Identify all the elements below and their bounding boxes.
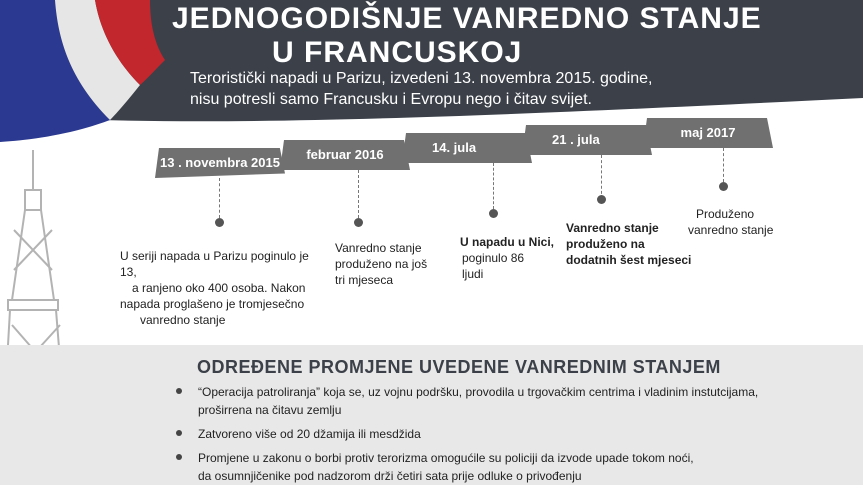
timeline-connector-1 [219, 178, 220, 218]
timeline-dot-1 [215, 218, 224, 227]
bullet-dot-icon [176, 454, 182, 460]
timeline-date-1: 13 . novembra 2015 [160, 155, 280, 170]
timeline-desc-3: U napadu u Nici, poginulo 86 ljudi [460, 235, 555, 281]
timeline-desc-2: Vanredno stanje produženo na još tri mjeseca [335, 241, 428, 287]
timeline-desc-1: U seriji napada u Parizu poginulo je 13, a ranjeno oko 400 osoba. Nakon napada proglašeno je tromjesečno vanredno stanje [120, 249, 309, 327]
french-flag-icon [0, 0, 180, 170]
timeline-dot-3 [489, 209, 498, 218]
changes-title: ODREĐENE PROMJENE UVEDENE VANREDNIM STANJEM [197, 357, 721, 377]
change-item-1: “Operacija patroliranja” koja se, uz vojnu podršku, provodila u trgovačkim centrima i vladinim instutcijama, proširrena na čitavu zemlju [198, 383, 758, 419]
timeline-date-5: maj 2017 [680, 125, 736, 140]
timeline-dot-4 [597, 195, 606, 204]
timeline-desc-5: Produženo vanredno stanje [688, 207, 774, 237]
change-item-3: Promjene u zakonu o borbi protiv terorizma omogućile su policiji da izvode upade tokom noći, da osumnjičenike pod nadzorom drži četiri sata prije odluke o privođenju [198, 449, 694, 485]
timeline-tag-2 [280, 140, 410, 170]
timeline-tag-5 [643, 118, 773, 148]
timeline-tag-3 [402, 133, 532, 163]
title-line-1: JEDNOGODIŠNJE VANREDNO STANJE [172, 2, 762, 35]
subtitle-line-2: nisu potresli samo Francusku i Evropu nego i čitav svijet. [190, 91, 592, 108]
timeline-dot-5 [719, 182, 728, 191]
timeline-connector-3 [493, 163, 494, 209]
timeline-connector-5 [723, 148, 724, 182]
title-line-2: U FRANCUSKOJ [272, 36, 523, 69]
timeline-desc-4: Vanredno stanje produženo na dodatnih šest mjeseci [566, 221, 692, 267]
timeline-connector-4 [601, 155, 602, 199]
timeline-tag-4 [522, 125, 652, 155]
change-item-2: Zatvoreno više od 20 džamija ili mesdžida [198, 425, 421, 443]
timeline-connector-2 [358, 170, 359, 218]
bullet-dot-icon [176, 430, 182, 436]
timeline-date-2: februar 2016 [306, 147, 384, 162]
timeline-date-3: 14. jula [432, 140, 477, 155]
bullet-dot-icon [176, 388, 182, 394]
timeline-dot-2 [354, 218, 363, 227]
subtitle-line-1: Teroristički napadi u Parizu, izvedeni 13. novembra 2015. godine, [190, 70, 653, 87]
timeline-date-4: 21 . jula [552, 132, 600, 147]
timeline-tag-1 [155, 148, 285, 178]
